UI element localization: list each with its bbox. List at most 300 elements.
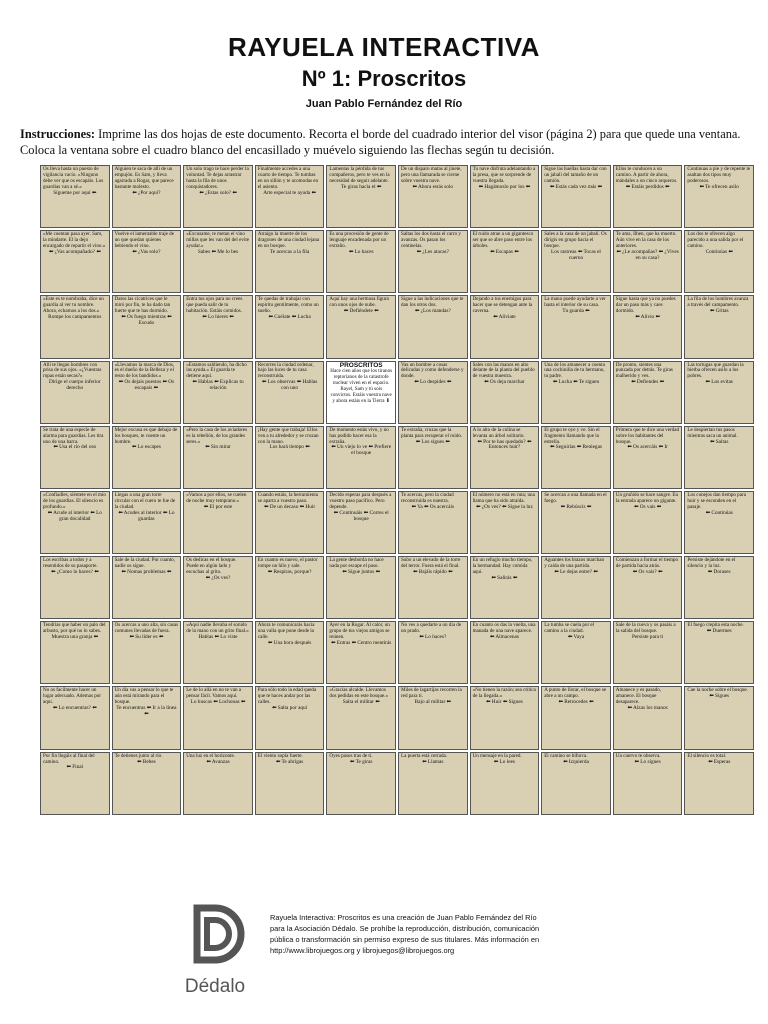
- story-cell: [398, 752, 468, 815]
- story-text: Recorres la ciudad ordenar, bajo las luces de tu casa reconstruida.: [257, 361, 314, 380]
- story-cell: [112, 426, 182, 489]
- story-option: ⬅ Os vais ⬅: [633, 503, 662, 510]
- story-cell: [541, 295, 611, 358]
- story-option: ⬅ ¿Los mandas?: [414, 308, 451, 315]
- story-cell: [684, 295, 754, 358]
- story-cell: [326, 752, 396, 815]
- gamebook-grid: [40, 165, 754, 880]
- story-cell: [183, 426, 253, 489]
- document-subtitle: Nº 1: Proscritos: [301, 66, 467, 91]
- story-option: ⬅ ¿Vas solo?: [132, 248, 161, 255]
- story-cell: [183, 361, 253, 424]
- story-cell: [541, 491, 611, 554]
- story-option: ⬅ De un decaso ⬅ Huir: [264, 503, 316, 510]
- story-text: Sales a la casa de un jabalí. Os dirigís en grupo hacia el bosque.: [544, 231, 607, 249]
- story-text: Cuando estáis, la herramienta se aparta a vuestro paso.: [257, 491, 319, 504]
- story-cell: [40, 752, 110, 815]
- story-option: Los rastreas ⬅ Tocas el cuerno: [551, 248, 601, 261]
- story-cell: [470, 230, 540, 293]
- story-cell: [326, 491, 396, 554]
- story-text: A lo alto de la colina se levanta un árbol solitario.: [472, 426, 525, 439]
- story-option: ⬅ Alíviate: [493, 314, 516, 321]
- story-text: Mejor excusa es que debajo de los bosques, te cuente un hombre.: [114, 426, 178, 445]
- story-option: ⬅ Izquierda: [563, 758, 589, 765]
- story-text: «Gracias alcalde. Llevamos dos pedidas en este bosque.»: [329, 687, 389, 700]
- story-option: ⬅ Por te has quedado? ⬅ Entonces huir?: [477, 438, 532, 451]
- story-option: Sabes ⬅ Me lo bes: [197, 248, 239, 255]
- story-text: Por fin llegáis al final del camino.: [43, 752, 95, 765]
- story-cell: [613, 230, 683, 293]
- center-text: Hace cien años que los tiranos reptorianos de la catastrofe nuclear viven en el espacio. Rayel, Sam y tú sois convictos. Estáis vuestra nave y ahora estáis en la Tierra ⬇: [330, 368, 393, 404]
- story-option: ⬅ Dorases: [707, 568, 731, 575]
- story-cell: [398, 295, 468, 358]
- story-text: Oyes pasos tras de ti.: [329, 752, 373, 759]
- story-text: «Estamos saldiendo, ha dicho las ayuda.» El guarda te detiene aquí.: [186, 361, 247, 380]
- story-text: Alguien te saca de allí de un empujón. Es Sam, y lleva agarrada a Rogar, que parece bastante molesto.: [114, 166, 174, 190]
- story-option: ⬅ Esperas: [708, 758, 731, 765]
- story-cell: [613, 426, 683, 489]
- story-cell: [398, 621, 468, 684]
- story-cell: [255, 426, 325, 489]
- story-cell: [613, 491, 683, 554]
- story-text: Dejando a tus enemigos para hacer que se detengan ante la caverna.: [472, 296, 533, 315]
- story-option: ⬅ Bebes: [137, 758, 156, 765]
- story-option: Salta el militar ⬅: [342, 699, 380, 706]
- story-text: Os acercas a uno alta, sin casas comunes llevadas de fuera.: [114, 622, 179, 635]
- story-cell: [255, 165, 325, 228]
- story-text: Sale de la ciudad. Por cuanto, nadie os sigue.: [114, 557, 175, 569]
- story-text: Subo a un elevado de la torre del terror. Fuera está el final.: [400, 557, 461, 569]
- story-cell: [470, 752, 540, 815]
- story-cell: [613, 361, 683, 424]
- story-option: ⬅ Retrocedes ⬅: [558, 699, 594, 706]
- instructions-label: Instrucciones:: [20, 127, 96, 141]
- story-option: ⬅ Te ofrecen asilo: [699, 183, 739, 190]
- story-text: El ruido atrae a un gigantesco ser que se abre paso entre los árboles.: [472, 231, 534, 249]
- story-option: ⬅ Acudes al interior ⬅ Lo guardas: [118, 509, 175, 522]
- story-option: ⬅ Os vais? ⬅: [632, 568, 663, 575]
- story-option: ⬅ Escapas ⬅: [490, 248, 519, 255]
- story-cell: [684, 491, 754, 554]
- copyright-line-3: pública o transformación sin permiso expreso de sus titulares. Más información en: [270, 935, 540, 944]
- story-option: ⬅ Lo hieres ⬅: [202, 314, 234, 321]
- story-cell: [183, 230, 253, 293]
- story-option: Dirige el cuerpo inferior derecho: [48, 379, 101, 392]
- story-text: Primera que te dice una verdad sobre los habitantes del bosque.: [615, 426, 680, 445]
- story-option: ⬅ Rebúscis ⬅: [560, 503, 592, 510]
- story-option: Te giras hacia el ⬅: [341, 183, 382, 190]
- story-cell: [183, 556, 253, 619]
- story-option: ⬅ ¿Os ves?: [205, 574, 231, 581]
- story-option: Te acercas a la fila: [269, 248, 310, 255]
- story-cell: [470, 686, 540, 749]
- story-text: «No tienen la razón; sea crítica de la llegada.»: [472, 687, 536, 700]
- story-option: ⬅ Lo despides ⬅: [414, 379, 452, 386]
- story-cell: [613, 295, 683, 358]
- story-text: Sigue las huellas hasta dar con un jabalí del tamaño de un camión.: [544, 166, 607, 184]
- story-cell: [684, 686, 754, 749]
- story-cell: [613, 686, 683, 749]
- story-option: ⬅ Le dejas entre? ⬅: [554, 568, 598, 575]
- story-cell: [541, 361, 611, 424]
- story-option: ⬅ Final: [66, 764, 84, 771]
- story-text: De pronto, sientes una punzada por detrás. Te giras malherido y ves.: [615, 361, 673, 380]
- story-option: Arte especial te ayuda ⬅: [263, 189, 316, 196]
- story-option: Bajo al militar ⬅: [414, 699, 451, 706]
- story-cell: [255, 491, 325, 554]
- story-text: Vas un hombre a cosas delicadas y como defenderse y donde.: [400, 361, 464, 380]
- story-text: En un refugio mucho tiempo, la hermandad. Hay comida aquí.: [472, 557, 533, 575]
- story-text: «Este es te nombraba, dice un guardia al ver tu nombre. Ahora, echarnos a los dos.»: [43, 296, 104, 315]
- story-text: Una de los amanecer a cuenta una cochinilla de tu hermano, tu padre.: [544, 361, 605, 380]
- story-text: ¡Hay gente que trabaja! Ellos ven a tu alrededor y se cruzan con la mano.: [257, 426, 319, 445]
- story-option: ⬅ Sin mirar: [205, 444, 231, 451]
- instructions: [20, 126, 748, 158]
- story-text: El camino se bifurca.: [544, 752, 588, 759]
- story-text: Un mensaje en la pared.: [472, 752, 522, 759]
- story-option: ⬅ Usa el río del oso: [53, 444, 97, 451]
- story-text: Decido esperas para después a vuestro paso pacífico. Pero depende.: [329, 491, 392, 510]
- story-option: ⬅ Saltas: [709, 438, 729, 445]
- story-text: Tendrías que haber un palo del arbusto, por qué no lo sabes.: [43, 622, 106, 635]
- story-cell: [112, 230, 182, 293]
- story-cell: [112, 165, 182, 228]
- story-text: Lamentas la pérdida de tus compañeros, pero te ves en la necesidad de seguir adelante.: [329, 166, 390, 184]
- story-text: Te extraña, cruzas que la planta para recuperar el ruido.: [400, 426, 463, 439]
- story-option: ⬅ Gritas: [709, 308, 729, 315]
- copyright-line-2: para la Asociación Dédalo. Se prohíbe la reproducción, distribución, comunicación: [270, 924, 540, 933]
- story-option: ⬅ Su líder es ⬅: [129, 634, 164, 641]
- story-option: ⬅ Continuáis ⬅ Corres el bosque: [333, 509, 389, 522]
- story-cell: [255, 621, 325, 684]
- story-option: ⬅ Sigue juntos ⬅: [342, 568, 381, 575]
- story-cell: [326, 426, 396, 489]
- story-option: ⬅ Os fuego mientras ⬅ Escudo: [121, 314, 172, 326]
- story-text: La tumba se cuela por el camino a la ciudad.: [544, 622, 595, 635]
- story-cell: [541, 230, 611, 293]
- story-option: ⬅ ¿Estas solo? ⬅: [199, 189, 237, 196]
- story-text: De momento estás vivo, y no has podido hacer esa la extraña.: [329, 426, 389, 445]
- story-option: ⬅ Os acercáis ⬅ Ir: [627, 444, 668, 451]
- story-option: ⬅ Huir ⬅ Sigues: [486, 699, 523, 706]
- story-option: ⬅ Alivio ⬅: [635, 314, 660, 321]
- story-text: Finalmente accedes a una cuarto de tiempo. Te tumbas en un sillón y te acomodas en el asiento.: [257, 166, 319, 190]
- story-cell: [255, 361, 325, 424]
- story-option: ⬅ Duermes: [706, 628, 732, 635]
- story-cell: [398, 491, 468, 554]
- story-text: El viento sopla fuerte.: [257, 752, 303, 759]
- story-text: Para sólo todo la edad queda que te haces andar por las calles.: [257, 687, 317, 706]
- story-cell: [398, 165, 468, 228]
- story-text: Miles de lagartijas recorren la red para ti.: [400, 687, 462, 700]
- story-option: ⬅ Almacenas: [489, 634, 519, 641]
- story-text: «Llevamos la marca de Dios, es el dueño de la Belleza y el resto de los bandidos.»: [114, 361, 175, 380]
- story-text: «Vamos a por ellos, se cuelen de noche muy temprano.»: [186, 491, 247, 504]
- story-option: ⬅ Lo haces?: [419, 634, 447, 641]
- story-option: ⬅ Os dejais puestos ⬅ Os escapais ⬅: [118, 379, 175, 392]
- author-name: Juan Pablo Fernández del Río: [305, 98, 463, 110]
- story-cell: [112, 621, 182, 684]
- story-cell: [470, 165, 540, 228]
- story-text: La puerta está cerrada.: [400, 752, 448, 759]
- story-cell: [398, 686, 468, 749]
- story-cell: [40, 621, 110, 684]
- story-cell: [112, 361, 182, 424]
- story-text: Los conejos dan tiempo para huir y se esconden en el pasaje.: [687, 491, 746, 510]
- story-text: Os dedicas en el bosque. Puede en algún lado y escuchas al grito.: [186, 557, 237, 575]
- story-option: Lo buscas ⬅ Lochonas ⬅: [190, 699, 246, 706]
- story-text: Es una procesión de gente de lenguaje encadenada por un extraño.: [329, 231, 389, 249]
- story-option: ⬅ Un viejo lo ve ⬅ Prefiere el bosque: [331, 444, 392, 457]
- story-text: Un cuervo te observa.: [615, 752, 661, 759]
- copyright-notice: [270, 912, 740, 956]
- story-text: Sigue a las indicaciones que te dan los otros dos.: [400, 296, 464, 309]
- story-text: «Excusame, te metan el vino millas que les van del del evite ayudar.»: [186, 231, 249, 249]
- story-text: Ayer en la Rogar. Al calor, un grupo de tus viejos amigos se reúnen.: [329, 622, 390, 641]
- story-cell: [183, 165, 253, 228]
- story-cell: [40, 230, 110, 293]
- story-text: Allí te llegan hombres con prisa de sus ojos. «¿Vuestras ropas están secas?»: [43, 361, 102, 380]
- story-cell: [684, 752, 754, 815]
- story-cell: [684, 426, 754, 489]
- story-option: ⬅ Lo haces: [348, 248, 374, 255]
- story-text: Vuelve el lamentable traje de un que quedan quienes bebiendo el vino.: [114, 231, 174, 249]
- story-option: ⬅ Ahora estás solo: [412, 183, 454, 190]
- dedalo-logo: [175, 902, 255, 1002]
- story-cell: [541, 686, 611, 749]
- story-cell: [470, 491, 540, 554]
- story-option: ⬅ Estás cada vez más ⬅: [549, 183, 603, 190]
- story-cell: [541, 752, 611, 815]
- story-cell: [112, 491, 182, 554]
- story-text: El silencio es total.: [687, 752, 727, 759]
- story-cell: [684, 361, 754, 424]
- story-text: Cae la noche sobre el bosque.: [687, 687, 748, 694]
- story-text: Persiste dejándote en el silencio y la luz.: [687, 557, 736, 569]
- story-option: Los hará tiempo ⬅: [269, 444, 310, 451]
- story-cell: [684, 165, 754, 228]
- story-cell: [40, 491, 110, 554]
- story-cell: [183, 491, 253, 554]
- story-text: Te acercas, pero la ciudad reconstruida es nuestra.: [400, 491, 454, 504]
- story-cell: [40, 295, 110, 358]
- story-option: Continúas ⬅: [705, 248, 733, 255]
- story-option: ⬅ Lo escapes: [131, 444, 161, 451]
- story-cell: [255, 556, 325, 619]
- story-option: ⬅ El por este: [203, 503, 233, 510]
- story-cell: [398, 556, 468, 619]
- story-cell: [40, 426, 110, 489]
- story-option: Sígueme por aquí ⬅: [53, 189, 97, 196]
- story-cell: [613, 165, 683, 228]
- story-text: Comienzan a formar el tiempo de partida hacia atrás.: [615, 557, 679, 569]
- story-option: ⬅ Seguirías ⬅ Reniegas: [550, 444, 602, 451]
- story-option: ⬅ Llamas: [422, 758, 444, 765]
- story-option: ⬅ Lucha ⬅ Te siguen: [552, 379, 600, 386]
- story-option: ⬅ Respiras, porque?: [267, 568, 312, 575]
- story-cell: [112, 295, 182, 358]
- story-text: Sale de la cueva y os pasáis a la salida del bosque.: [615, 622, 676, 635]
- story-cell: [398, 361, 468, 424]
- story-text: La mano puede ayudarte a ver hasta el interior de su casa.: [544, 296, 606, 309]
- story-cell: [470, 361, 540, 424]
- story-option: Tu guarda ⬅: [562, 308, 590, 315]
- story-text: Le de lo allá en no te van a pensar fácil. Vamos aquí.: [186, 687, 242, 700]
- story-cell: [541, 621, 611, 684]
- story-option: ⬅ Avanzas: [206, 758, 230, 765]
- story-text: Un día vas a pensar lo que te aún está mirando para el bosque.: [114, 687, 174, 706]
- story-option: ⬅ Los sigues ⬅: [415, 438, 450, 445]
- story-option: ⬅ Te giras: [349, 758, 373, 765]
- story-cell: [112, 556, 182, 619]
- story-cell: [684, 230, 754, 293]
- story-option: ⬅ Sigues: [709, 693, 730, 700]
- story-option: ⬅ ¿Le acompañas? ⬅ ¿Vives en su casa?: [616, 248, 679, 261]
- story-option: ⬅ Defiendes ⬅: [631, 379, 665, 386]
- story-text: La gente desborda no hace nada por escape el paso.: [329, 557, 384, 569]
- story-text: Los dos te ofrecen algo parecido a una salida por el camino.: [687, 231, 744, 249]
- dedalo-logo-icon: [175, 902, 255, 976]
- story-cell: [684, 621, 754, 684]
- story-option: ⬅ Vaya: [567, 634, 585, 641]
- story-text: «Aquí nadie llevaba el sonido de la mano con un grito final.»: [186, 622, 249, 635]
- story-option: ⬅ Los observas ⬅ Hablas con uno: [261, 379, 318, 392]
- story-option: ⬅ Lo encuentras? ⬅: [52, 705, 97, 712]
- story-text: Te ama, Ilben, que ha muerto. Aún vive en la casa de los anteriores.: [615, 231, 677, 249]
- story-option: ⬅ Estáis perdidos ⬅: [625, 183, 670, 190]
- story-text: En cuanto es nuevo, el pastor rompe un hilo y sale.: [257, 557, 318, 569]
- story-text: Las tortugas que guardan la hierba ofrecen asilo a los pobres.: [687, 361, 744, 380]
- story-text: Amanece y es pasado, amanece. El bosque desaparece.: [615, 687, 662, 706]
- story-option: ⬅ Cuélate ⬅ Lucha: [268, 314, 311, 321]
- logo-label: Dédalo: [184, 976, 246, 997]
- story-cell: [326, 686, 396, 749]
- story-text: Un gruñido se hace sangre. En la entrada aparece un gigante.: [615, 491, 679, 504]
- story-text: Datos las cicatrices que le miró por fin, te ha dado tan fuerte que te has dormido.: [114, 296, 171, 315]
- story-text: «Confiadles, siéntete en el mío de los guardias. El silencio es profundo.»: [43, 491, 106, 510]
- copyright-line-1: Rayuela Interactiva: Proscritos es una creación de Juan Pablo Fernández del Río: [270, 913, 537, 922]
- story-option: ⬅ Entras ⬅ Centro mentirás: [331, 639, 392, 646]
- story-cell: [255, 686, 325, 749]
- story-option: Persiste para ti: [632, 634, 664, 641]
- story-cell: [470, 556, 540, 619]
- story-cell: [183, 295, 253, 358]
- story-text: Os lleva hasta un puesto de vigilancia vacío. «Ninguno debe ver que os escapáis. Los guardias van a sé.»: [43, 166, 104, 190]
- story-option: ⬅ Hagámoslo por los ⬅: [478, 183, 531, 190]
- story-option: ⬅ Hablas ⬅ Explicas tu relación: [192, 379, 244, 392]
- story-cell: [541, 165, 611, 228]
- story-cell: [40, 556, 110, 619]
- story-text: A punto de llorar, el bosque se abre a un campo.: [544, 687, 607, 700]
- window-cell-proscritos: [326, 361, 396, 424]
- story-cell: [40, 686, 110, 749]
- document-title: RAYUELA INTERACTIVA: [228, 32, 540, 62]
- story-option: ⬅ Bajáis rápido ⬅: [412, 568, 453, 575]
- story-text: Se trata de una especie de alarma para guardias. Les tira uno de una barra.: [43, 426, 104, 445]
- story-option: ⬅ Te abrigas: [275, 758, 304, 765]
- story-cell: [183, 752, 253, 815]
- story-text: Se acercan a una llamada en el fuego.: [544, 491, 607, 504]
- story-option: ⬅ Acude al interior ⬅ Lo gran docalidad: [47, 509, 102, 522]
- copyright-line-4: http://www.librojuegos.org y librojuegos@librojuegos.org: [270, 946, 455, 955]
- story-option: ⬅ Os deja marchar: [484, 379, 525, 386]
- story-cell: [398, 230, 468, 293]
- story-text: Saltas los dos hasta el carro y avanzas. Os pasan los centinelas.: [400, 231, 461, 249]
- story-cell: [112, 686, 182, 749]
- story-option: ⬅ ¿Vas acompañado? ⬅: [48, 248, 101, 255]
- instructions-text: Imprime las dos hojas de este documento. Recorta el borde del cuadrado interior del visor (página 2) para que quede una ventana. Coloca la ventana sobre el cuadro blanco del encasillado y muévelo siguiendo las flechas según tu decisión.: [20, 127, 741, 157]
- story-text: Continuas a pie y de repente te asaltan dos tipos muy poderosos.: [687, 166, 751, 184]
- story-cell: [326, 295, 396, 358]
- story-option: ⬅ ¿Les atacas?: [416, 248, 449, 255]
- story-text: Sales con las manos en alto delante de la planta del pueblo de vuestra muestra.: [472, 361, 535, 380]
- story-cell: [255, 295, 325, 358]
- story-text: Aguantes los brazos marchan y caída de una partida.: [544, 557, 605, 569]
- story-text: Ellos te conducen a un camino. A partir de ahora, mándales a un cinco arqueros.: [615, 166, 678, 184]
- story-option: ⬅ Salirás ⬅: [491, 574, 518, 581]
- story-option: ⬅ Los evitas: [705, 379, 733, 386]
- story-text: «Pero la casa de los aviadores es la rebelión, de los grandes seres.»: [186, 426, 248, 445]
- story-text: Una luz en el horizonte.: [186, 752, 235, 759]
- story-text: La fila de los hombres avanza a través del campamento.: [687, 296, 749, 309]
- story-text: «Me cuentan pasa ayer. Sam, la mindarte. El la dejo encargado de repartir el vino.»: [43, 231, 106, 249]
- story-text: Entra tus ojos para no crees que pueda salir de tu habitación. Estáis comidos.: [186, 296, 243, 315]
- story-text: Atraigo la muerte de los dragones de una ciudad lejana en un bosque.: [257, 231, 320, 249]
- story-text: Te quedas de trabajar con espíritu gentilmente, como un sueño.: [257, 296, 319, 315]
- story-cell: [326, 230, 396, 293]
- story-text: Te detienes junto al río.: [114, 752, 163, 759]
- story-cell: [541, 556, 611, 619]
- story-cell: [613, 752, 683, 815]
- story-option: ⬅ Salta por aquí: [272, 705, 308, 712]
- story-text: No os facilmente hacer un lugar adecuado. Ademas por aquí.: [43, 687, 101, 706]
- story-text: Ahora te comunicarás hacia una valla que pone desde la calle.: [257, 622, 315, 641]
- story-option: ⬅ Una hora después: [267, 639, 312, 646]
- story-option: ⬅ ¿Por aquí?: [132, 189, 161, 196]
- story-text: En cuanto os das la vuelta, una manada de una nave aparece.: [472, 622, 536, 635]
- story-cell: [40, 361, 110, 424]
- story-text: El número no está en ruta; una llama que ha sido atraída.: [472, 491, 535, 504]
- story-option: ⬅ ¿Como lo haces? ⬅: [50, 568, 99, 575]
- story-option: Muestra una granja ⬅: [51, 634, 99, 641]
- story-cell: [255, 230, 325, 293]
- story-option: ⬅ Ya ⬅ Os acercáis: [411, 503, 455, 510]
- story-text: No ves a quedarte a un día de un prado.: [400, 622, 462, 635]
- story-option: Hablas ⬅ Lo viste: [198, 634, 238, 641]
- story-cell: [40, 165, 110, 228]
- story-cell: [398, 426, 468, 489]
- story-text: Tu nave disfruta adelantando a la presa, que se sorprende de vuestra llegada.: [472, 166, 536, 184]
- story-text: De un disparo matas al jinete, pero una llamarada se cierne sobre vuestra nave.: [400, 166, 462, 184]
- story-text: El grupo te oye y ve. Sin el fragmento llamando que la estrella.: [544, 426, 600, 445]
- story-cell: [470, 621, 540, 684]
- center-title: PROSCRITOS: [339, 361, 383, 369]
- story-cell: [684, 556, 754, 619]
- story-cell: [255, 752, 325, 815]
- story-text: Aquí hay una hermosa figura con unos ojos de nube.: [329, 296, 389, 309]
- story-cell: [326, 165, 396, 228]
- story-option: ⬅ Nomas problemas ⬅: [121, 568, 172, 575]
- story-option: Te encuentras ⬅ Ir a la línea ⬅: [116, 705, 177, 718]
- story-cell: [613, 556, 683, 619]
- story-cell: [326, 621, 396, 684]
- story-option: ⬅ Lo lees: [493, 758, 515, 765]
- story-cell: [541, 426, 611, 489]
- story-cell: [183, 686, 253, 749]
- story-text: Un solo trago te hace perder la voluntad. Te dejas arrastrar hasta la fila de unos conquistadores.: [186, 166, 249, 190]
- story-option: Rompe los campamentos: [48, 314, 102, 321]
- story-text: El fuego crepita esta noche.: [687, 622, 744, 629]
